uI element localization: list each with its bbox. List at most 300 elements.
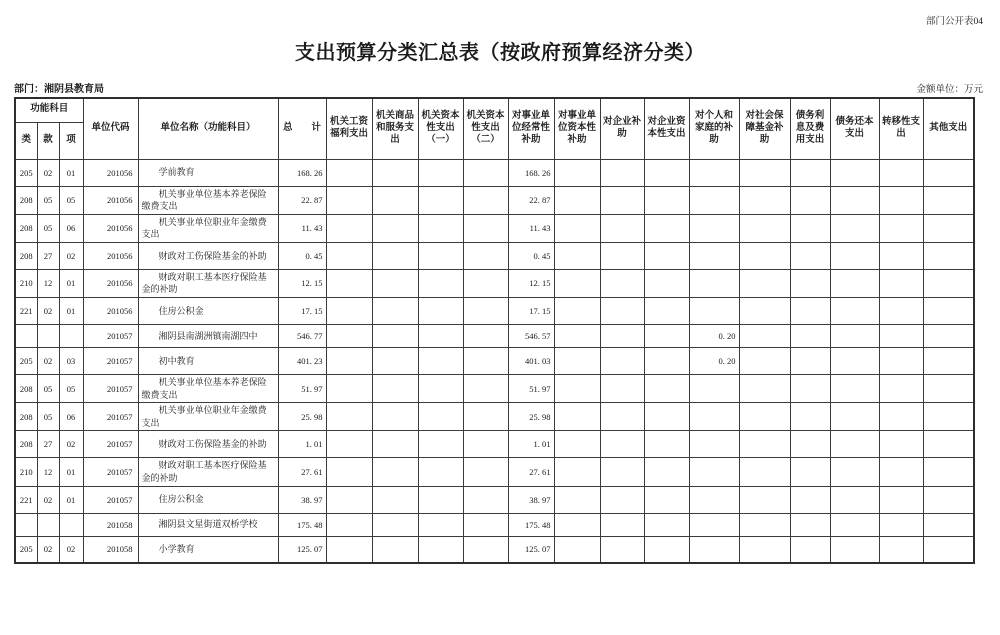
cell-func-lei: 208 bbox=[15, 186, 37, 214]
cell-func-xiang: 01 bbox=[59, 269, 83, 297]
cell-money-1 bbox=[372, 186, 418, 214]
cell-money-4: 51. 97 bbox=[508, 375, 554, 403]
cell-money-2 bbox=[418, 375, 463, 403]
cell-func-kuan: 27 bbox=[37, 242, 59, 269]
header-money-5: 对事业单位资本性补助 bbox=[554, 98, 600, 159]
cell-money-13 bbox=[923, 186, 974, 214]
header-money-9: 对社会保障基金补助 bbox=[739, 98, 790, 159]
cell-money-11 bbox=[830, 159, 879, 186]
cell-money-9 bbox=[739, 513, 790, 536]
header-money-2: 机关资本性支出（一） bbox=[418, 98, 463, 159]
cell-unit-name: 住房公积金 bbox=[138, 298, 278, 325]
cell-unit-code: 201058 bbox=[83, 536, 138, 563]
cell-unit-code: 201058 bbox=[83, 513, 138, 536]
cell-money-6 bbox=[600, 431, 644, 458]
cell-func-xiang: 02 bbox=[59, 431, 83, 458]
cell-money-11 bbox=[830, 486, 879, 513]
cell-unit-name: 湘阴县南湖洲镇南湖四中 bbox=[138, 325, 278, 348]
detail-row bbox=[15, 186, 974, 214]
cell-money-3 bbox=[463, 536, 508, 563]
cell-func-lei: 208 bbox=[15, 375, 37, 403]
cell-money-12 bbox=[879, 159, 923, 186]
cell-total: 11. 43 bbox=[278, 214, 326, 242]
cell-money-1 bbox=[372, 431, 418, 458]
cell-money-8 bbox=[689, 431, 739, 458]
detail-row bbox=[15, 458, 974, 486]
cell-money-10 bbox=[790, 375, 830, 403]
cell-func-kuan: 02 bbox=[37, 298, 59, 325]
cell-money-11 bbox=[830, 186, 879, 214]
detail-row bbox=[15, 159, 974, 186]
cell-money-4: 168. 26 bbox=[508, 159, 554, 186]
cell-money-9 bbox=[739, 159, 790, 186]
cell-unit-code: 201057 bbox=[83, 348, 138, 375]
cell-func-xiang: 03 bbox=[59, 348, 83, 375]
cell-money-2 bbox=[418, 431, 463, 458]
cell-money-2 bbox=[418, 159, 463, 186]
cell-money-10 bbox=[790, 298, 830, 325]
cell-money-8 bbox=[689, 375, 739, 403]
cell-money-9 bbox=[739, 536, 790, 563]
cell-unit-name: 机关事业单位基本养老保险缴费支出 bbox=[138, 375, 278, 403]
cell-money-7 bbox=[644, 486, 689, 513]
cell-money-11 bbox=[830, 348, 879, 375]
cell-money-4: 27. 61 bbox=[508, 458, 554, 486]
cell-money-8 bbox=[689, 298, 739, 325]
cell-money-6 bbox=[600, 375, 644, 403]
cell-total: 175. 48 bbox=[278, 513, 326, 536]
cell-money-0 bbox=[326, 214, 372, 242]
cell-money-7 bbox=[644, 348, 689, 375]
cell-func-kuan: 02 bbox=[37, 159, 59, 186]
cell-money-6 bbox=[600, 214, 644, 242]
cell-unit-code: 201056 bbox=[83, 214, 138, 242]
cell-money-8 bbox=[689, 513, 739, 536]
cell-money-9 bbox=[739, 458, 790, 486]
cell-money-9 bbox=[739, 431, 790, 458]
cell-money-10 bbox=[790, 486, 830, 513]
cell-money-13 bbox=[923, 403, 974, 431]
cell-total: 51. 97 bbox=[278, 375, 326, 403]
cell-money-6 bbox=[600, 298, 644, 325]
cell-func-kuan: 02 bbox=[37, 348, 59, 375]
header-func-group: 功能科目 bbox=[15, 98, 83, 122]
cell-money-1 bbox=[372, 536, 418, 563]
cell-money-10 bbox=[790, 536, 830, 563]
detail-row bbox=[15, 348, 974, 375]
cell-money-12 bbox=[879, 375, 923, 403]
cell-money-9 bbox=[739, 325, 790, 348]
cell-unit-code: 201056 bbox=[83, 159, 138, 186]
cell-money-9 bbox=[739, 403, 790, 431]
cell-money-6 bbox=[600, 186, 644, 214]
cell-money-2 bbox=[418, 298, 463, 325]
cell-func-lei: 205 bbox=[15, 159, 37, 186]
detail-row bbox=[15, 269, 974, 297]
cell-money-10 bbox=[790, 431, 830, 458]
cell-money-3 bbox=[463, 431, 508, 458]
cell-money-3 bbox=[463, 403, 508, 431]
cell-money-6 bbox=[600, 242, 644, 269]
cell-func-xiang: 01 bbox=[59, 458, 83, 486]
cell-func-kuan bbox=[37, 325, 59, 348]
cell-money-1 bbox=[372, 159, 418, 186]
cell-money-4: 25. 98 bbox=[508, 403, 554, 431]
cell-money-2 bbox=[418, 536, 463, 563]
cell-money-12 bbox=[879, 214, 923, 242]
cell-unit-code: 201056 bbox=[83, 298, 138, 325]
header-money-3: 机关资本性支出（二） bbox=[463, 98, 508, 159]
cell-money-4: 0. 45 bbox=[508, 242, 554, 269]
cell-money-13 bbox=[923, 242, 974, 269]
detail-row bbox=[15, 375, 974, 403]
cell-money-0 bbox=[326, 458, 372, 486]
cell-money-10 bbox=[790, 159, 830, 186]
cell-unit-code: 201056 bbox=[83, 186, 138, 214]
cell-money-12 bbox=[879, 536, 923, 563]
page-title: 支出预算分类汇总表（按政府预算经济分类） bbox=[295, 42, 705, 64]
cell-money-5 bbox=[554, 403, 600, 431]
cell-func-lei: 205 bbox=[15, 348, 37, 375]
cell-money-0 bbox=[326, 269, 372, 297]
cell-func-kuan: 12 bbox=[37, 269, 59, 297]
cell-func-kuan: 27 bbox=[37, 431, 59, 458]
cell-func-kuan: 05 bbox=[37, 375, 59, 403]
cell-money-7 bbox=[644, 214, 689, 242]
cell-func-lei: 221 bbox=[15, 298, 37, 325]
cell-unit-name: 住房公积金 bbox=[138, 486, 278, 513]
cell-unit-code: 201057 bbox=[83, 375, 138, 403]
cell-func-kuan: 02 bbox=[37, 536, 59, 563]
cell-money-12 bbox=[879, 186, 923, 214]
cell-money-13 bbox=[923, 536, 974, 563]
cell-money-0 bbox=[326, 159, 372, 186]
cell-money-1 bbox=[372, 375, 418, 403]
cell-money-7 bbox=[644, 513, 689, 536]
cell-money-8 bbox=[689, 214, 739, 242]
cell-money-1 bbox=[372, 242, 418, 269]
cell-money-4: 12. 15 bbox=[508, 269, 554, 297]
cell-func-xiang: 01 bbox=[59, 159, 83, 186]
cell-money-0 bbox=[326, 242, 372, 269]
cell-money-7 bbox=[644, 375, 689, 403]
cell-money-8 bbox=[689, 403, 739, 431]
cell-total: 168. 26 bbox=[278, 159, 326, 186]
header-money-12: 转移性支出 bbox=[879, 98, 923, 159]
cell-func-xiang: 02 bbox=[59, 536, 83, 563]
cell-money-3 bbox=[463, 186, 508, 214]
cell-money-13 bbox=[923, 348, 974, 375]
unit-row bbox=[15, 325, 974, 348]
cell-money-5 bbox=[554, 375, 600, 403]
cell-money-6 bbox=[600, 536, 644, 563]
cell-func-kuan bbox=[37, 513, 59, 536]
cell-money-4: 175. 48 bbox=[508, 513, 554, 536]
meta-row bbox=[14, 80, 983, 95]
cell-money-3 bbox=[463, 242, 508, 269]
cell-money-2 bbox=[418, 513, 463, 536]
cell-unit-code: 201057 bbox=[83, 325, 138, 348]
cell-func-xiang: 01 bbox=[59, 486, 83, 513]
cell-func-kuan: 02 bbox=[37, 486, 59, 513]
cell-func-lei: 210 bbox=[15, 269, 37, 297]
cell-unit-name: 机关事业单位职业年金缴费支出 bbox=[138, 403, 278, 431]
cell-money-11 bbox=[830, 513, 879, 536]
cell-func-kuan: 05 bbox=[37, 214, 59, 242]
cell-money-5 bbox=[554, 458, 600, 486]
cell-money-6 bbox=[600, 458, 644, 486]
table-body bbox=[15, 159, 974, 563]
detail-row bbox=[15, 536, 974, 563]
cell-unit-code: 201057 bbox=[83, 486, 138, 513]
cell-money-10 bbox=[790, 458, 830, 486]
cell-money-5 bbox=[554, 431, 600, 458]
header-money-13: 其他支出 bbox=[923, 98, 974, 159]
cell-money-11 bbox=[830, 403, 879, 431]
header-total: 总 计 bbox=[278, 98, 326, 159]
cell-money-8 bbox=[689, 186, 739, 214]
cell-money-13 bbox=[923, 458, 974, 486]
cell-money-8: 0. 20 bbox=[689, 348, 739, 375]
cell-money-3 bbox=[463, 325, 508, 348]
cell-total: 38. 97 bbox=[278, 486, 326, 513]
cell-money-1 bbox=[372, 269, 418, 297]
cell-money-6 bbox=[600, 159, 644, 186]
cell-money-7 bbox=[644, 403, 689, 431]
cell-money-13 bbox=[923, 513, 974, 536]
cell-money-8 bbox=[689, 159, 739, 186]
header-unit-name: 单位名称（功能科目） bbox=[138, 98, 278, 159]
cell-money-4: 22. 87 bbox=[508, 186, 554, 214]
header-money-4: 对事业单位经常性补助 bbox=[508, 98, 554, 159]
cell-money-1 bbox=[372, 214, 418, 242]
cell-unit-code: 201056 bbox=[83, 242, 138, 269]
cell-money-12 bbox=[879, 325, 923, 348]
cell-money-9 bbox=[739, 375, 790, 403]
header-money-1: 机关商品和服务支出 bbox=[372, 98, 418, 159]
cell-money-13 bbox=[923, 269, 974, 297]
cell-money-0 bbox=[326, 325, 372, 348]
cell-money-7 bbox=[644, 536, 689, 563]
cell-money-8 bbox=[689, 458, 739, 486]
cell-unit-name: 湘阴县文星街道双桥学校 bbox=[138, 513, 278, 536]
cell-money-11 bbox=[830, 214, 879, 242]
cell-money-1 bbox=[372, 348, 418, 375]
cell-money-10 bbox=[790, 269, 830, 297]
cell-money-4: 11. 43 bbox=[508, 214, 554, 242]
cell-money-10 bbox=[790, 186, 830, 214]
cell-money-0 bbox=[326, 375, 372, 403]
cell-func-xiang bbox=[59, 325, 83, 348]
cell-money-0 bbox=[326, 403, 372, 431]
cell-money-4: 401. 03 bbox=[508, 348, 554, 375]
cell-func-lei: 205 bbox=[15, 536, 37, 563]
cell-money-4: 125. 07 bbox=[508, 536, 554, 563]
cell-money-2 bbox=[418, 186, 463, 214]
cell-money-11 bbox=[830, 242, 879, 269]
cell-money-9 bbox=[739, 348, 790, 375]
cell-money-4: 38. 97 bbox=[508, 486, 554, 513]
cell-money-9 bbox=[739, 298, 790, 325]
cell-money-12 bbox=[879, 298, 923, 325]
cell-unit-code: 201057 bbox=[83, 431, 138, 458]
budget-table bbox=[14, 97, 975, 564]
cell-money-2 bbox=[418, 403, 463, 431]
cell-money-2 bbox=[418, 458, 463, 486]
cell-money-6 bbox=[600, 325, 644, 348]
cell-money-9 bbox=[739, 269, 790, 297]
cell-money-2 bbox=[418, 214, 463, 242]
cell-total: 27. 61 bbox=[278, 458, 326, 486]
cell-func-kuan: 05 bbox=[37, 186, 59, 214]
department-label: 部门：湘阴县教育局 bbox=[14, 84, 104, 95]
cell-func-lei: 210 bbox=[15, 458, 37, 486]
cell-unit-code: 201057 bbox=[83, 403, 138, 431]
cell-money-3 bbox=[463, 348, 508, 375]
cell-money-11 bbox=[830, 269, 879, 297]
cell-total: 25. 98 bbox=[278, 403, 326, 431]
cell-func-lei bbox=[15, 325, 37, 348]
cell-unit-name: 学前教育 bbox=[138, 159, 278, 186]
cell-money-13 bbox=[923, 486, 974, 513]
cell-money-0 bbox=[326, 298, 372, 325]
cell-total: 1. 01 bbox=[278, 431, 326, 458]
cell-func-lei: 208 bbox=[15, 242, 37, 269]
header-func-kuan: 款 bbox=[37, 122, 59, 159]
table-header bbox=[15, 98, 974, 159]
cell-money-7 bbox=[644, 431, 689, 458]
cell-money-6 bbox=[600, 269, 644, 297]
cell-money-8 bbox=[689, 269, 739, 297]
doc-label: 部门公开表04 bbox=[925, 17, 983, 27]
cell-money-7 bbox=[644, 242, 689, 269]
cell-money-7 bbox=[644, 269, 689, 297]
cell-money-1 bbox=[372, 298, 418, 325]
detail-row bbox=[15, 431, 974, 458]
header-money-6: 对企业补助 bbox=[600, 98, 644, 159]
cell-unit-name: 财政对职工基本医疗保险基金的补助 bbox=[138, 458, 278, 486]
cell-money-9 bbox=[739, 242, 790, 269]
cell-money-11 bbox=[830, 325, 879, 348]
cell-func-kuan: 05 bbox=[37, 403, 59, 431]
cell-unit-code: 201056 bbox=[83, 269, 138, 297]
cell-money-13 bbox=[923, 214, 974, 242]
cell-money-3 bbox=[463, 375, 508, 403]
cell-money-4: 1. 01 bbox=[508, 431, 554, 458]
detail-row bbox=[15, 242, 974, 269]
cell-money-12 bbox=[879, 242, 923, 269]
cell-money-6 bbox=[600, 403, 644, 431]
cell-money-0 bbox=[326, 186, 372, 214]
cell-money-0 bbox=[326, 486, 372, 513]
cell-money-2 bbox=[418, 486, 463, 513]
cell-money-2 bbox=[418, 242, 463, 269]
cell-unit-name: 小学教育 bbox=[138, 536, 278, 563]
cell-unit-name: 机关事业单位基本养老保险缴费支出 bbox=[138, 186, 278, 214]
cell-func-xiang bbox=[59, 513, 83, 536]
header-money-0: 机关工资福利支出 bbox=[326, 98, 372, 159]
cell-unit-name: 初中教育 bbox=[138, 348, 278, 375]
amount-unit-label: 金额单位：万元 bbox=[916, 85, 983, 95]
cell-unit-name: 机关事业单位职业年金缴费支出 bbox=[138, 214, 278, 242]
header-money-11: 债务还本支出 bbox=[830, 98, 879, 159]
cell-money-13 bbox=[923, 298, 974, 325]
cell-total: 401. 23 bbox=[278, 348, 326, 375]
cell-money-0 bbox=[326, 348, 372, 375]
cell-func-xiang: 01 bbox=[59, 298, 83, 325]
cell-money-2 bbox=[418, 269, 463, 297]
cell-money-12 bbox=[879, 348, 923, 375]
cell-unit-name: 财政对职工基本医疗保险基金的补助 bbox=[138, 269, 278, 297]
cell-money-6 bbox=[600, 513, 644, 536]
cell-money-2 bbox=[418, 348, 463, 375]
cell-money-5 bbox=[554, 298, 600, 325]
cell-money-0 bbox=[326, 431, 372, 458]
cell-unit-name: 财政对工伤保险基金的补助 bbox=[138, 431, 278, 458]
cell-money-8 bbox=[689, 486, 739, 513]
cell-money-3 bbox=[463, 159, 508, 186]
cell-money-9 bbox=[739, 186, 790, 214]
cell-func-xiang: 06 bbox=[59, 403, 83, 431]
cell-func-xiang: 02 bbox=[59, 242, 83, 269]
detail-row bbox=[15, 298, 974, 325]
cell-money-5 bbox=[554, 536, 600, 563]
cell-money-4: 17. 15 bbox=[508, 298, 554, 325]
cell-money-1 bbox=[372, 486, 418, 513]
cell-money-10 bbox=[790, 403, 830, 431]
cell-money-6 bbox=[600, 348, 644, 375]
cell-func-kuan: 12 bbox=[37, 458, 59, 486]
cell-func-xiang: 05 bbox=[59, 375, 83, 403]
cell-money-8 bbox=[689, 536, 739, 563]
cell-money-1 bbox=[372, 325, 418, 348]
cell-money-13 bbox=[923, 159, 974, 186]
cell-total: 12. 15 bbox=[278, 269, 326, 297]
cell-func-xiang: 06 bbox=[59, 214, 83, 242]
cell-money-5 bbox=[554, 159, 600, 186]
cell-func-lei: 221 bbox=[15, 486, 37, 513]
header-func-xiang: 项 bbox=[59, 122, 83, 159]
cell-money-12 bbox=[879, 486, 923, 513]
cell-money-1 bbox=[372, 458, 418, 486]
cell-money-7 bbox=[644, 458, 689, 486]
cell-money-8: 0. 20 bbox=[689, 325, 739, 348]
cell-money-1 bbox=[372, 513, 418, 536]
cell-money-9 bbox=[739, 486, 790, 513]
cell-money-5 bbox=[554, 348, 600, 375]
cell-money-7 bbox=[644, 159, 689, 186]
cell-money-3 bbox=[463, 298, 508, 325]
detail-row bbox=[15, 486, 974, 513]
cell-func-lei: 208 bbox=[15, 214, 37, 242]
cell-money-11 bbox=[830, 458, 879, 486]
cell-money-11 bbox=[830, 536, 879, 563]
cell-total: 22. 87 bbox=[278, 186, 326, 214]
cell-money-7 bbox=[644, 298, 689, 325]
cell-money-9 bbox=[739, 214, 790, 242]
cell-money-5 bbox=[554, 186, 600, 214]
cell-money-3 bbox=[463, 513, 508, 536]
cell-money-12 bbox=[879, 458, 923, 486]
cell-money-13 bbox=[923, 375, 974, 403]
cell-money-3 bbox=[463, 458, 508, 486]
cell-money-12 bbox=[879, 269, 923, 297]
cell-total: 17. 15 bbox=[278, 298, 326, 325]
cell-money-3 bbox=[463, 269, 508, 297]
cell-money-12 bbox=[879, 431, 923, 458]
cell-unit-code: 201057 bbox=[83, 458, 138, 486]
cell-money-10 bbox=[790, 214, 830, 242]
